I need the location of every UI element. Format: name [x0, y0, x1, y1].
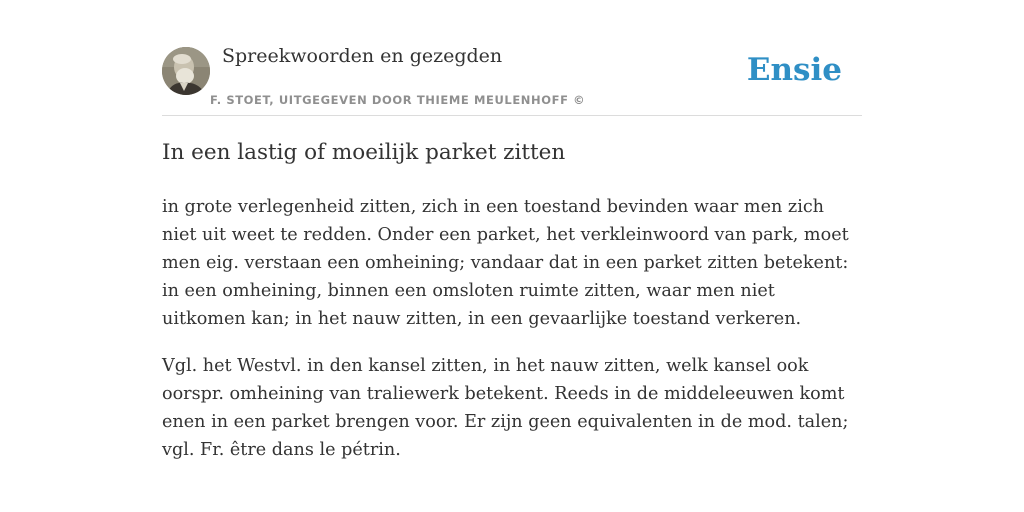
entry-card	[162, 44, 862, 460]
entry-header	[162, 44, 862, 116]
source-title[interactable]: Spreekwoorden en gezegden	[222, 45, 503, 67]
author-portrait-icon	[162, 47, 210, 95]
entry-paragraph: in grote verlegenheid zitten, zich in een toestand bevinden waar men zich niet uit weet te redden. Onder een parket, het verkleinwoord van park, moet men eig. verstaan een omheining; vandaar dat in een parket zitten betekent: in een omheining, binnen een omsloten ruimte zitten, waar men niet uitkomen kan; in het nauw zitten, in een gevaarlijke toestand verkeren.	[162, 197, 849, 329]
author-avatar	[162, 47, 210, 95]
copyright-notice: F. STOET, UITGEGEVEN DOOR THIEME MEULENHOFF ©	[210, 93, 586, 107]
entry-body	[162, 193, 862, 483]
ensie-logo[interactable]: Ensie	[746, 52, 842, 88]
entry-paragraph: Vgl. het Westvl. in den kansel zitten, in het nauw zitten, welk kansel ook oorspr. omheining van traliewerk betekent. Reeds in de middeleeuwen komt enen in een parket brengen voor. Er zijn geen equivalenten in de mod. talen; vgl. Fr. être dans le pétrin.	[162, 356, 849, 460]
entry-title: In een lastig of moeilijk parket zitten	[162, 140, 566, 165]
